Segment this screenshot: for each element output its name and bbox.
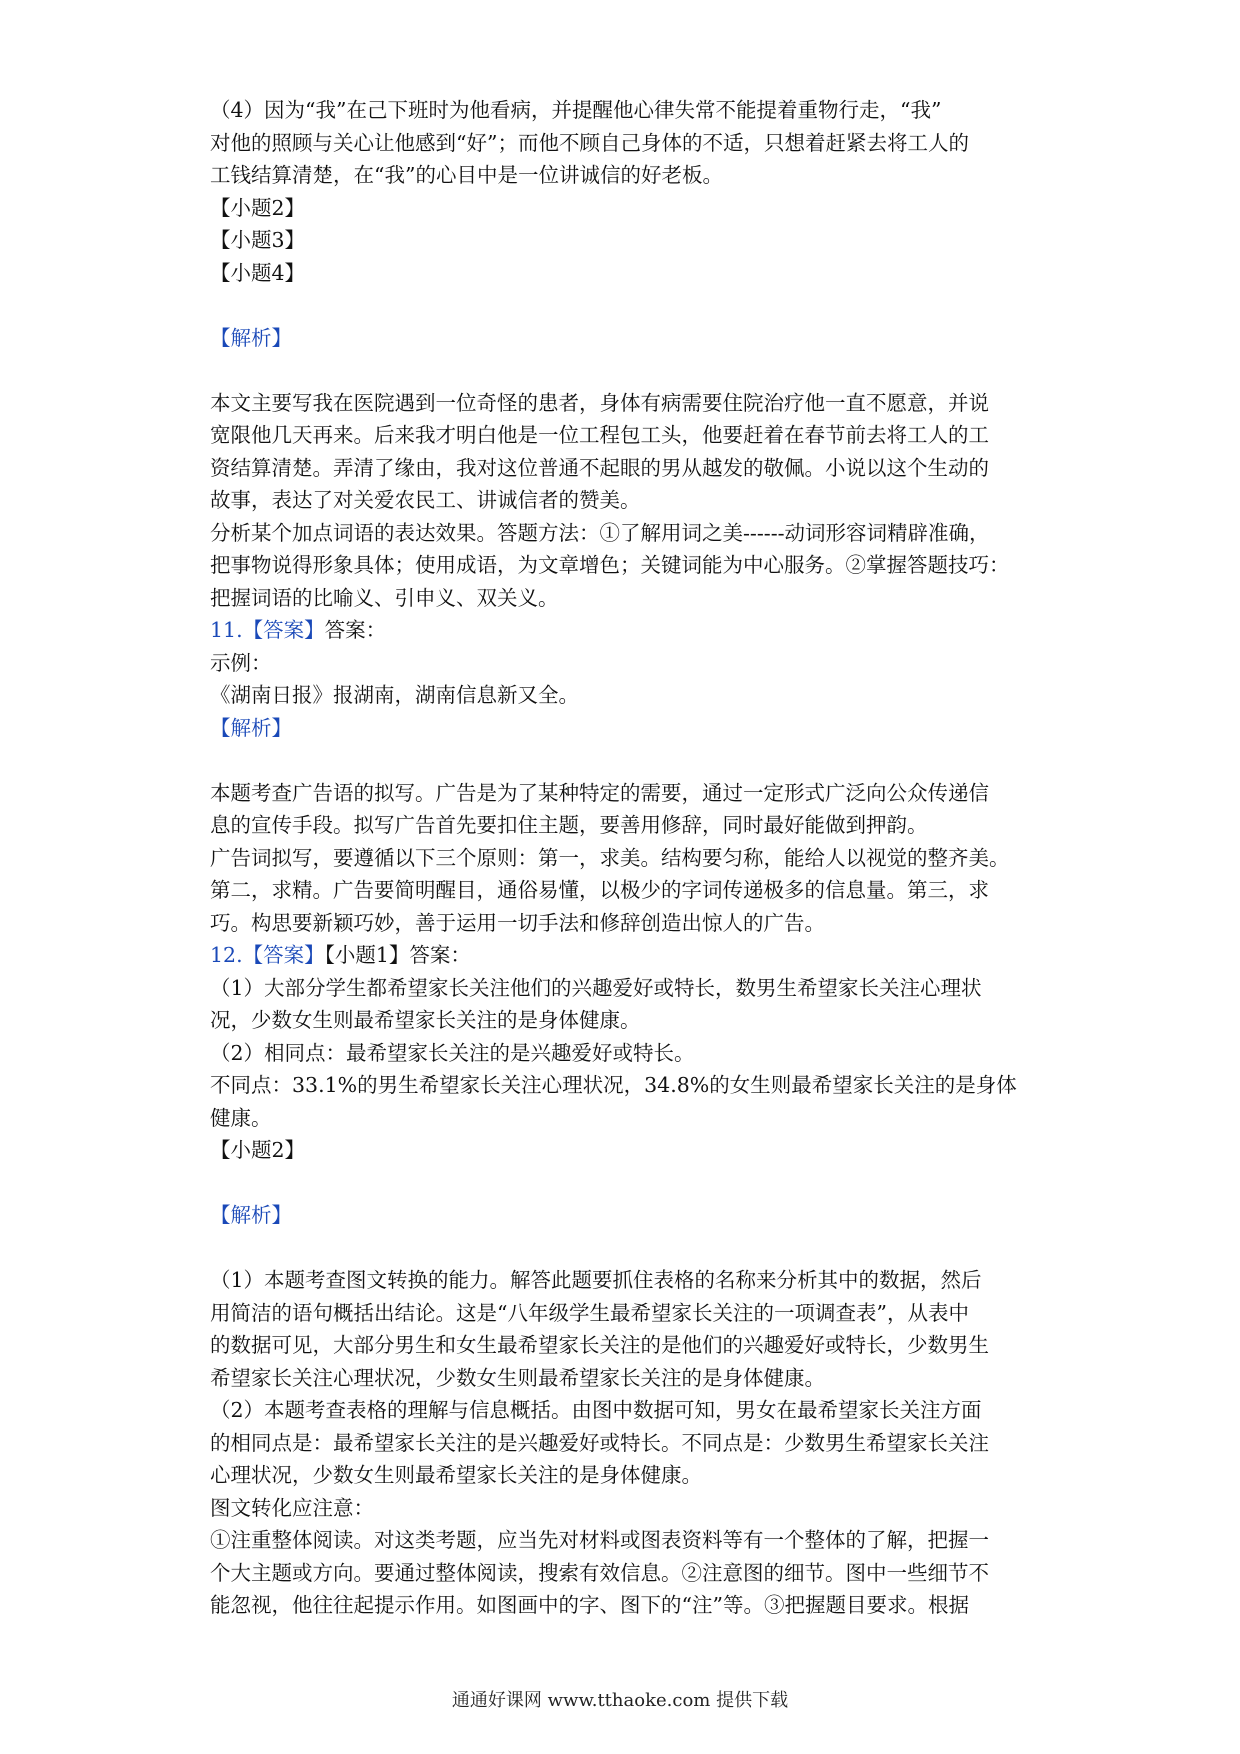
paragraph-line: 故事，表达了对关爱农民工、讲诚信者的赞美。 — [210, 488, 641, 512]
answer-tag: 【答案】 — [242, 618, 325, 642]
paragraph-line: 巧。构思要新颖巧妙，善于运用一切手法和修辞创造出惊人的广告。 — [210, 910, 825, 935]
subquestion-label: 【小题3】 — [210, 228, 306, 252]
paragraph-line: 把握词语的比喻义、引申义、双关义。 — [210, 585, 559, 610]
paragraph-line: 能忽视，他往往起提示作用。如图画中的字、图下的“注”等。③把握题目要求。根据 — [210, 1593, 969, 1617]
page-footer: 通通好课网 www.tthaoke.com 提供下载 — [451, 1690, 789, 1711]
paragraph-line: 第二，求精。广告要简明醒目，通俗易懂，以极少的字词传递极多的信息量。第三，求 — [210, 878, 989, 902]
paragraph-line: 资结算清楚。弄清了缘由，我对这位普通不起眼的男从越发的敬佩。小说以这个生动的 — [210, 455, 989, 480]
paragraph-line: （2）相同点：最希望家长关注的是兴趣爱好或特长。 — [210, 1040, 695, 1065]
example-label: 示例： — [210, 650, 272, 675]
analysis-heading: 【解析】 — [210, 1203, 292, 1227]
paragraph-line: （1）大部分学生都希望家长关注他们的兴趣爱好或特长，数男生希望家长关注心理状 — [210, 975, 982, 1000]
paragraph-line: （1）本题考查图文转换的能力。解答此题要抓住表格的名称来分析其中的数据，然后 — [210, 1268, 982, 1292]
paragraph-line: 用简洁的语句概括出结论。这是“八年级学生最希望家长关注的一项调查表”，从表中 — [210, 1300, 969, 1325]
paragraph-line: （4）因为“我”在己下班时为他看病，并提醒他心律失常不能提着重物行走，“我” — [210, 98, 942, 122]
paragraph-line: 宽限他几天再来。后来我才明白他是一位工程包工头，他要赶着在春节前去将工人的工 — [210, 423, 989, 447]
answer-tag: 【答案】 — [242, 943, 325, 967]
paragraph-line: 图文转化应注意： — [210, 1495, 374, 1520]
question-number: 11. — [210, 618, 243, 642]
paragraph-line: 健康。 — [210, 1105, 272, 1130]
subquestion-label: 【小题1】答案： — [324, 943, 471, 967]
paragraph-line: 本题考查广告语的拟写。广告是为了某种特定的需要，通过一定形式广泛向公众传递信 — [210, 780, 989, 805]
answer-label: 答案： — [324, 618, 387, 642]
paragraph-line: 的数据可见，大部分男生和女生最希望家长关注的是他们的兴趣爱好或特长，少数男生 — [210, 1333, 989, 1357]
paragraph-line: ①注重整体阅读。对这类考题，应当先对材料或图表资料等有一个整体的了解，把握一 — [210, 1528, 989, 1552]
paragraph-line: 广告词拟写，要遵循以下三个原则：第一，求美。结构要匀称，能给人以视觉的整齐美。 — [210, 845, 1010, 870]
question-number: 12. — [210, 943, 243, 967]
paragraph-line: 息的宣传手段。拟写广告首先要扣住主题，要善用修辞，同时最好能做到押韵。 — [210, 813, 928, 837]
subquestion-label: 【小题2】 — [210, 1138, 306, 1162]
analysis-heading: 【解析】 — [210, 325, 292, 350]
paragraph-line: 工钱结算清楚，在“我”的心目中是一位讲诚信的好老板。 — [210, 163, 723, 187]
paragraph-line: 况，少数女生则最希望家长关注的是身体健康。 — [210, 1008, 641, 1032]
paragraph-line: （2）本题考查表格的理解与信息概括。由图中数据可知，男女在最希望家长关注方面 — [210, 1398, 982, 1422]
paragraph-line: 个大主题或方向。要通过整体阅读，搜索有效信息。②注意图的细节。图中一些细节不 — [210, 1560, 989, 1585]
paragraph-line: 的相同点是：最希望家长关注的是兴趣爱好或特长。不同点是：少数男生希望家长关注 — [210, 1430, 989, 1455]
paragraph-line: 心理状况，少数女生则最希望家长关注的是身体健康。 — [210, 1463, 702, 1487]
paragraph-line: 分析某个加点词语的表达效果。答题方法：①了解用词之美------动词形容词精辟准确， — [210, 520, 990, 545]
subquestion-label: 【小题2】 — [210, 195, 306, 220]
analysis-heading: 【解析】 — [210, 715, 292, 740]
question-11-answer-line — [210, 614, 1040, 647]
paragraph-line: 不同点：33.1%的男生希望家长关注心理状况，34.8%的女生则最希望家长关注的是身体 — [210, 1073, 1017, 1097]
paragraph-line: 对他的照顾与关心让他感到“好”；而他不顾自己身体的不适，只想着赶紧去将工人的 — [210, 130, 969, 155]
subquestion-label: 【小题4】 — [210, 260, 306, 285]
paragraph-line: 把事物说得形象具体；使用成语，为文章增色；关键词能为中心服务。②掌握答题技巧： — [210, 553, 1010, 577]
document-body — [210, 94, 1040, 1622]
question-12-answer-line — [210, 939, 1040, 972]
paragraph-line: 本文主要写我在医院遇到一位奇怪的患者，身体有病需要住院治疗他一直不愿意，并说 — [210, 390, 989, 415]
answer-text: 《湖南日报》报湖南，湖南信息新又全。 — [210, 683, 579, 707]
paragraph-line: 希望家长关注心理状况，少数女生则最希望家长关注的是身体健康。 — [210, 1365, 825, 1390]
